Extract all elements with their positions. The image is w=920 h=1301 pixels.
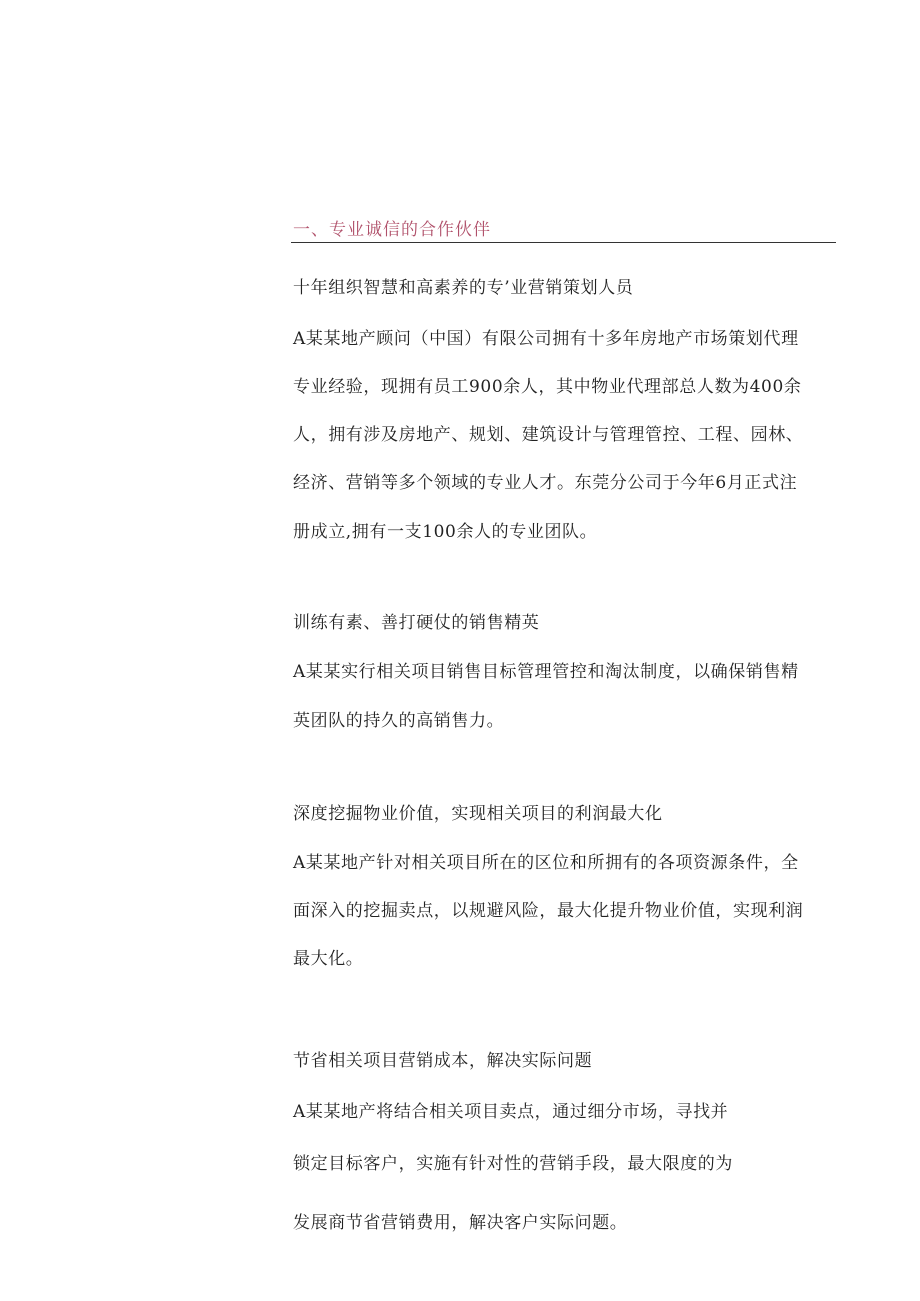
paragraph-line: A某某地产将结合相关项目卖点，通过细分市场，寻找并 — [293, 1102, 729, 1122]
section-title: 一、专业诚信的合作伙伴 — [293, 220, 491, 240]
paragraph-line: A某某地产针对相关项目所在的区位和所拥有的各项资源条件，全 — [293, 853, 799, 873]
block-heading: 训练有素、善打硬仗的销售精英 — [293, 613, 540, 633]
block-heading: 节省相关项目营销成本，解决实际问题 — [293, 1051, 593, 1071]
paragraph-line: 发展商节省营销费用，解决客户实际问题。 — [293, 1213, 628, 1233]
paragraph-line: 锁定目标客户，实施有针对性的营销手段，最大限度的为 — [293, 1154, 733, 1174]
paragraph-line: A某某实行相关项目销售目标管理管控和淘汰制度，以确保销售精 — [293, 662, 799, 682]
title-underline — [291, 242, 836, 243]
block-heading: 十年组织智慧和高素养的专’业营销策划人员 — [293, 278, 634, 298]
paragraph-line: 人，拥有涉及房地产、规划、建筑设计与管理管控、工程、园林、 — [293, 425, 804, 445]
paragraph-line: A某某地产顾问（中国）有限公司拥有十多年房地产市场策划代理 — [293, 329, 799, 349]
paragraph-line: 册成立,拥有一支100余人的专业团队。 — [293, 522, 598, 542]
paragraph-line: 经济、营销等多个领域的专业人才。东莞分公司于今年6月正式注 — [293, 473, 798, 493]
paragraph-line: 最大化。 — [293, 949, 364, 969]
block-heading: 深度挖掘物业价值，实现相关项目的利润最大化 — [293, 804, 663, 824]
paragraph-line: 专业经验，现拥有员工900余人，其中物业代理部总人数为400余 — [293, 377, 802, 397]
paragraph-line: 英团队的持久的高销售力。 — [293, 711, 505, 731]
paragraph-line: 面深入的挖掘卖点，以规避风险，最大化提升物业价值，实现利润 — [293, 901, 804, 921]
